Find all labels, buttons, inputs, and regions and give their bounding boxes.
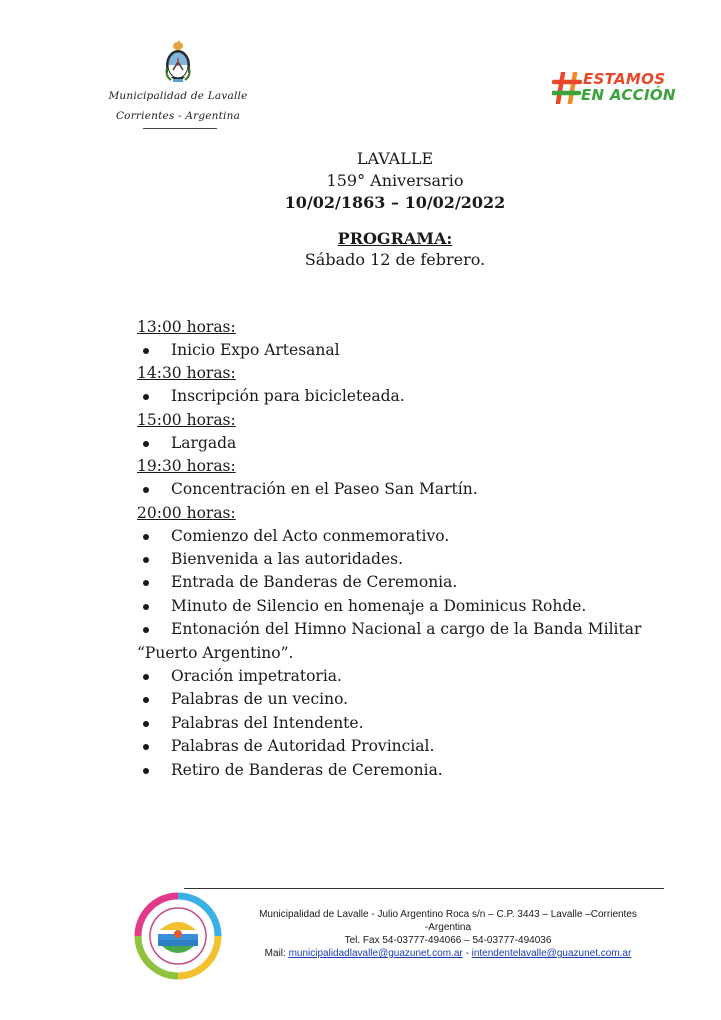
list-item: Bienvenida a las autoridades. [137,548,677,571]
mail-label: Mail: [264,948,286,959]
time-heading: 14:30 horas: [137,364,236,383]
bullet-icon [143,768,149,774]
footer-contact [228,908,668,960]
list-item: Comienzo del Acto conmemorativo. [137,525,677,548]
program-heading: PROGRAMA: [337,229,453,248]
bullet-icon [143,487,149,493]
list-item: Palabras de Autoridad Provincial. [137,735,677,758]
town-name: LAVALLE [356,149,434,168]
bullet-icon [143,697,149,703]
bullet-icon [143,557,149,563]
list-item: Retiro de Banderas de Ceremonia. [137,759,677,782]
footer-country: -Argentina [424,922,472,933]
list-item: Inicio Expo Artesanal [137,339,677,362]
list-item: Palabras del Intendente. [137,712,677,735]
anniversary-dates: 10/02/1863 – 10/02/2022 [284,193,506,212]
municipality-name: Municipalidad de Lavalle [108,90,248,102]
bullet-icon [143,441,149,447]
footer-address: Municipalidad de Lavalle - Julio Argentino Roca s/n – C.P. 3443 – Lavalle –Corrientes [259,909,637,920]
list-item: Largada [137,432,677,455]
list-item: Oración impetratoria. [137,665,677,688]
list-item: Entonación del Himno Nacional a cargo de la Banda Militar “Puerto Argentino”. [137,620,642,662]
time-heading: 13:00 horas: [137,318,236,336]
hashtag-icon [552,72,582,104]
list-item: Palabras de un vecino. [137,688,677,711]
bullet-icon [143,604,149,610]
bullet-icon [143,721,149,727]
list-item: Inscripción para bicicleteada. [137,385,677,408]
title-block [200,148,590,270]
time-heading: 19:30 horas: [137,457,236,476]
municipal-emblem-icon [132,890,224,982]
header-divider [143,128,217,129]
bullet-icon [143,744,149,750]
list-item: Minuto de Silencio en homenaje a Dominicus Rohde. [137,595,677,618]
footer-phone: Tel. Fax 54-03777-494066 – 54-03777-494036 [344,935,552,946]
bullet-icon [143,348,149,354]
bullet-icon [143,394,149,400]
bullet-icon [143,674,149,680]
footer-mail-line [228,947,668,960]
list-item: Entrada de Banderas de Ceremonia. [137,571,677,594]
mail-separator: - [465,948,469,959]
program-date: Sábado 12 de febrero. [304,250,486,269]
email-link-municipalidad[interactable]: municipalidadlavalle@guazunet.com.ar [288,948,463,959]
campaign-line2: EN ACCIÓN [581,86,676,104]
campaign-line1: ESTAMOS [583,70,666,88]
program-schedule [137,316,677,782]
municipality-region: Corrientes - Argentina [115,110,241,122]
bullet-icon [143,627,149,633]
estamos-en-accion-logo [552,70,680,106]
list-item: Concentración en el Paseo San Martín. [137,478,677,501]
time-heading: 20:00 horas: [137,503,236,522]
bullet-icon [143,580,149,586]
municipality-header [108,40,248,129]
time-heading: 15:00 horas: [137,410,236,429]
bullet-icon [143,534,149,540]
coat-of-arms-icon [163,40,193,84]
footer-divider [184,888,664,889]
email-link-intendente[interactable]: intendentelavalle@guazunet.com.ar [471,948,632,959]
anniversary-label: 159° Aniversario [326,171,464,190]
